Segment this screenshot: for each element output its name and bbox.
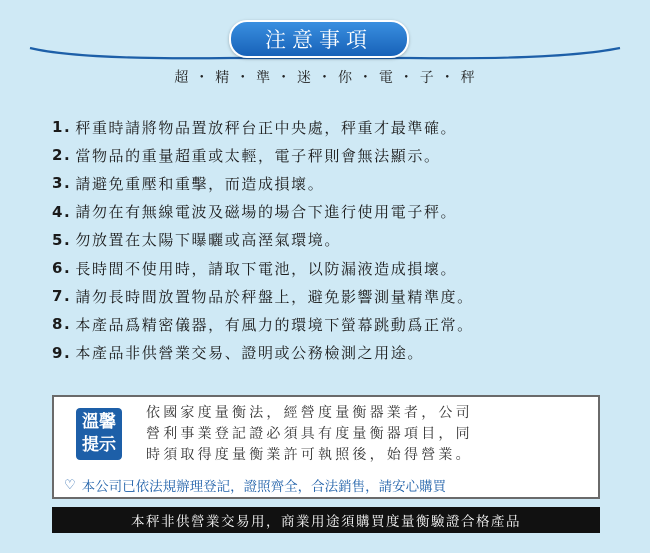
legal-text: 本公司已依法規辦理登記，證照齊全，合法銷售，請安心購買 bbox=[81, 479, 447, 495]
list-item bbox=[52, 254, 642, 282]
item-number: 5. bbox=[52, 230, 72, 249]
item-number: 9. bbox=[52, 343, 72, 362]
reminder-label bbox=[76, 408, 122, 460]
notes-list bbox=[52, 113, 642, 367]
list-item bbox=[52, 282, 642, 310]
item-number: 7. bbox=[52, 287, 72, 306]
item-number: 6. bbox=[52, 259, 72, 278]
item-text: 勿放置在太陽下曝曬或高溼氣環境。 bbox=[75, 231, 341, 250]
item-text: 請勿長時間放置物品於秤盤上，避免影響測量精準度。 bbox=[75, 287, 474, 306]
law-line: 依國家度量衡法，經營度量衡器業者，公司 bbox=[146, 405, 473, 421]
reminder-label-line2: 提示 bbox=[82, 435, 116, 455]
item-text: 本產品爲精密儀器，有風力的環境下螢幕跳動爲正常。 bbox=[75, 315, 474, 334]
list-item bbox=[52, 169, 642, 197]
list-item bbox=[52, 310, 642, 338]
reminder-box bbox=[52, 395, 600, 499]
law-line: 時須取得度量衡業許可執照後，始得營業。 bbox=[146, 447, 473, 463]
list-item bbox=[52, 141, 642, 169]
list-item bbox=[52, 226, 642, 254]
item-text: 當物品的重量超重或太輕，電子秤則會無法顯示。 bbox=[75, 146, 441, 165]
item-number: 3. bbox=[52, 174, 72, 193]
item-number: 8. bbox=[52, 315, 72, 334]
page-title: 注意事項 bbox=[229, 20, 409, 58]
list-item bbox=[52, 113, 642, 141]
law-line: 營利事業登記證必須具有度量衡器項目，同 bbox=[146, 426, 473, 442]
product-subtitle: 超 ・ 精 ・ 準 ・ 迷 ・ 你 ・ 電 ・ 子 ・ 秤 bbox=[174, 70, 476, 86]
item-text: 本產品非供營業交易、證明或公務檢測之用途。 bbox=[75, 344, 424, 363]
reminder-label-line1: 溫馨 bbox=[82, 412, 116, 432]
item-number: 2. bbox=[52, 146, 72, 165]
legal-statement bbox=[56, 475, 596, 495]
item-text: 長時間不使用時，請取下電池，以防漏液造成損壞。 bbox=[75, 259, 458, 278]
heart-outline-icon: ♡ bbox=[64, 477, 76, 493]
item-number: 1. bbox=[52, 118, 72, 137]
list-item bbox=[52, 198, 642, 226]
item-text: 秤重時請將物品置放秤台正中央處，秤重才最準確。 bbox=[75, 118, 458, 137]
list-item bbox=[52, 339, 642, 367]
item-text: 請勿在有無線電波及磁場的場合下進行使用電子秤。 bbox=[75, 203, 458, 222]
footer-warning: 本秤非供營業交易用，商業用途須購買度量衡驗證合格產品 bbox=[52, 507, 600, 533]
item-number: 4. bbox=[52, 202, 72, 221]
law-notice bbox=[146, 403, 596, 466]
item-text: 請避免重壓和重擊，而造成損壞。 bbox=[75, 174, 325, 193]
